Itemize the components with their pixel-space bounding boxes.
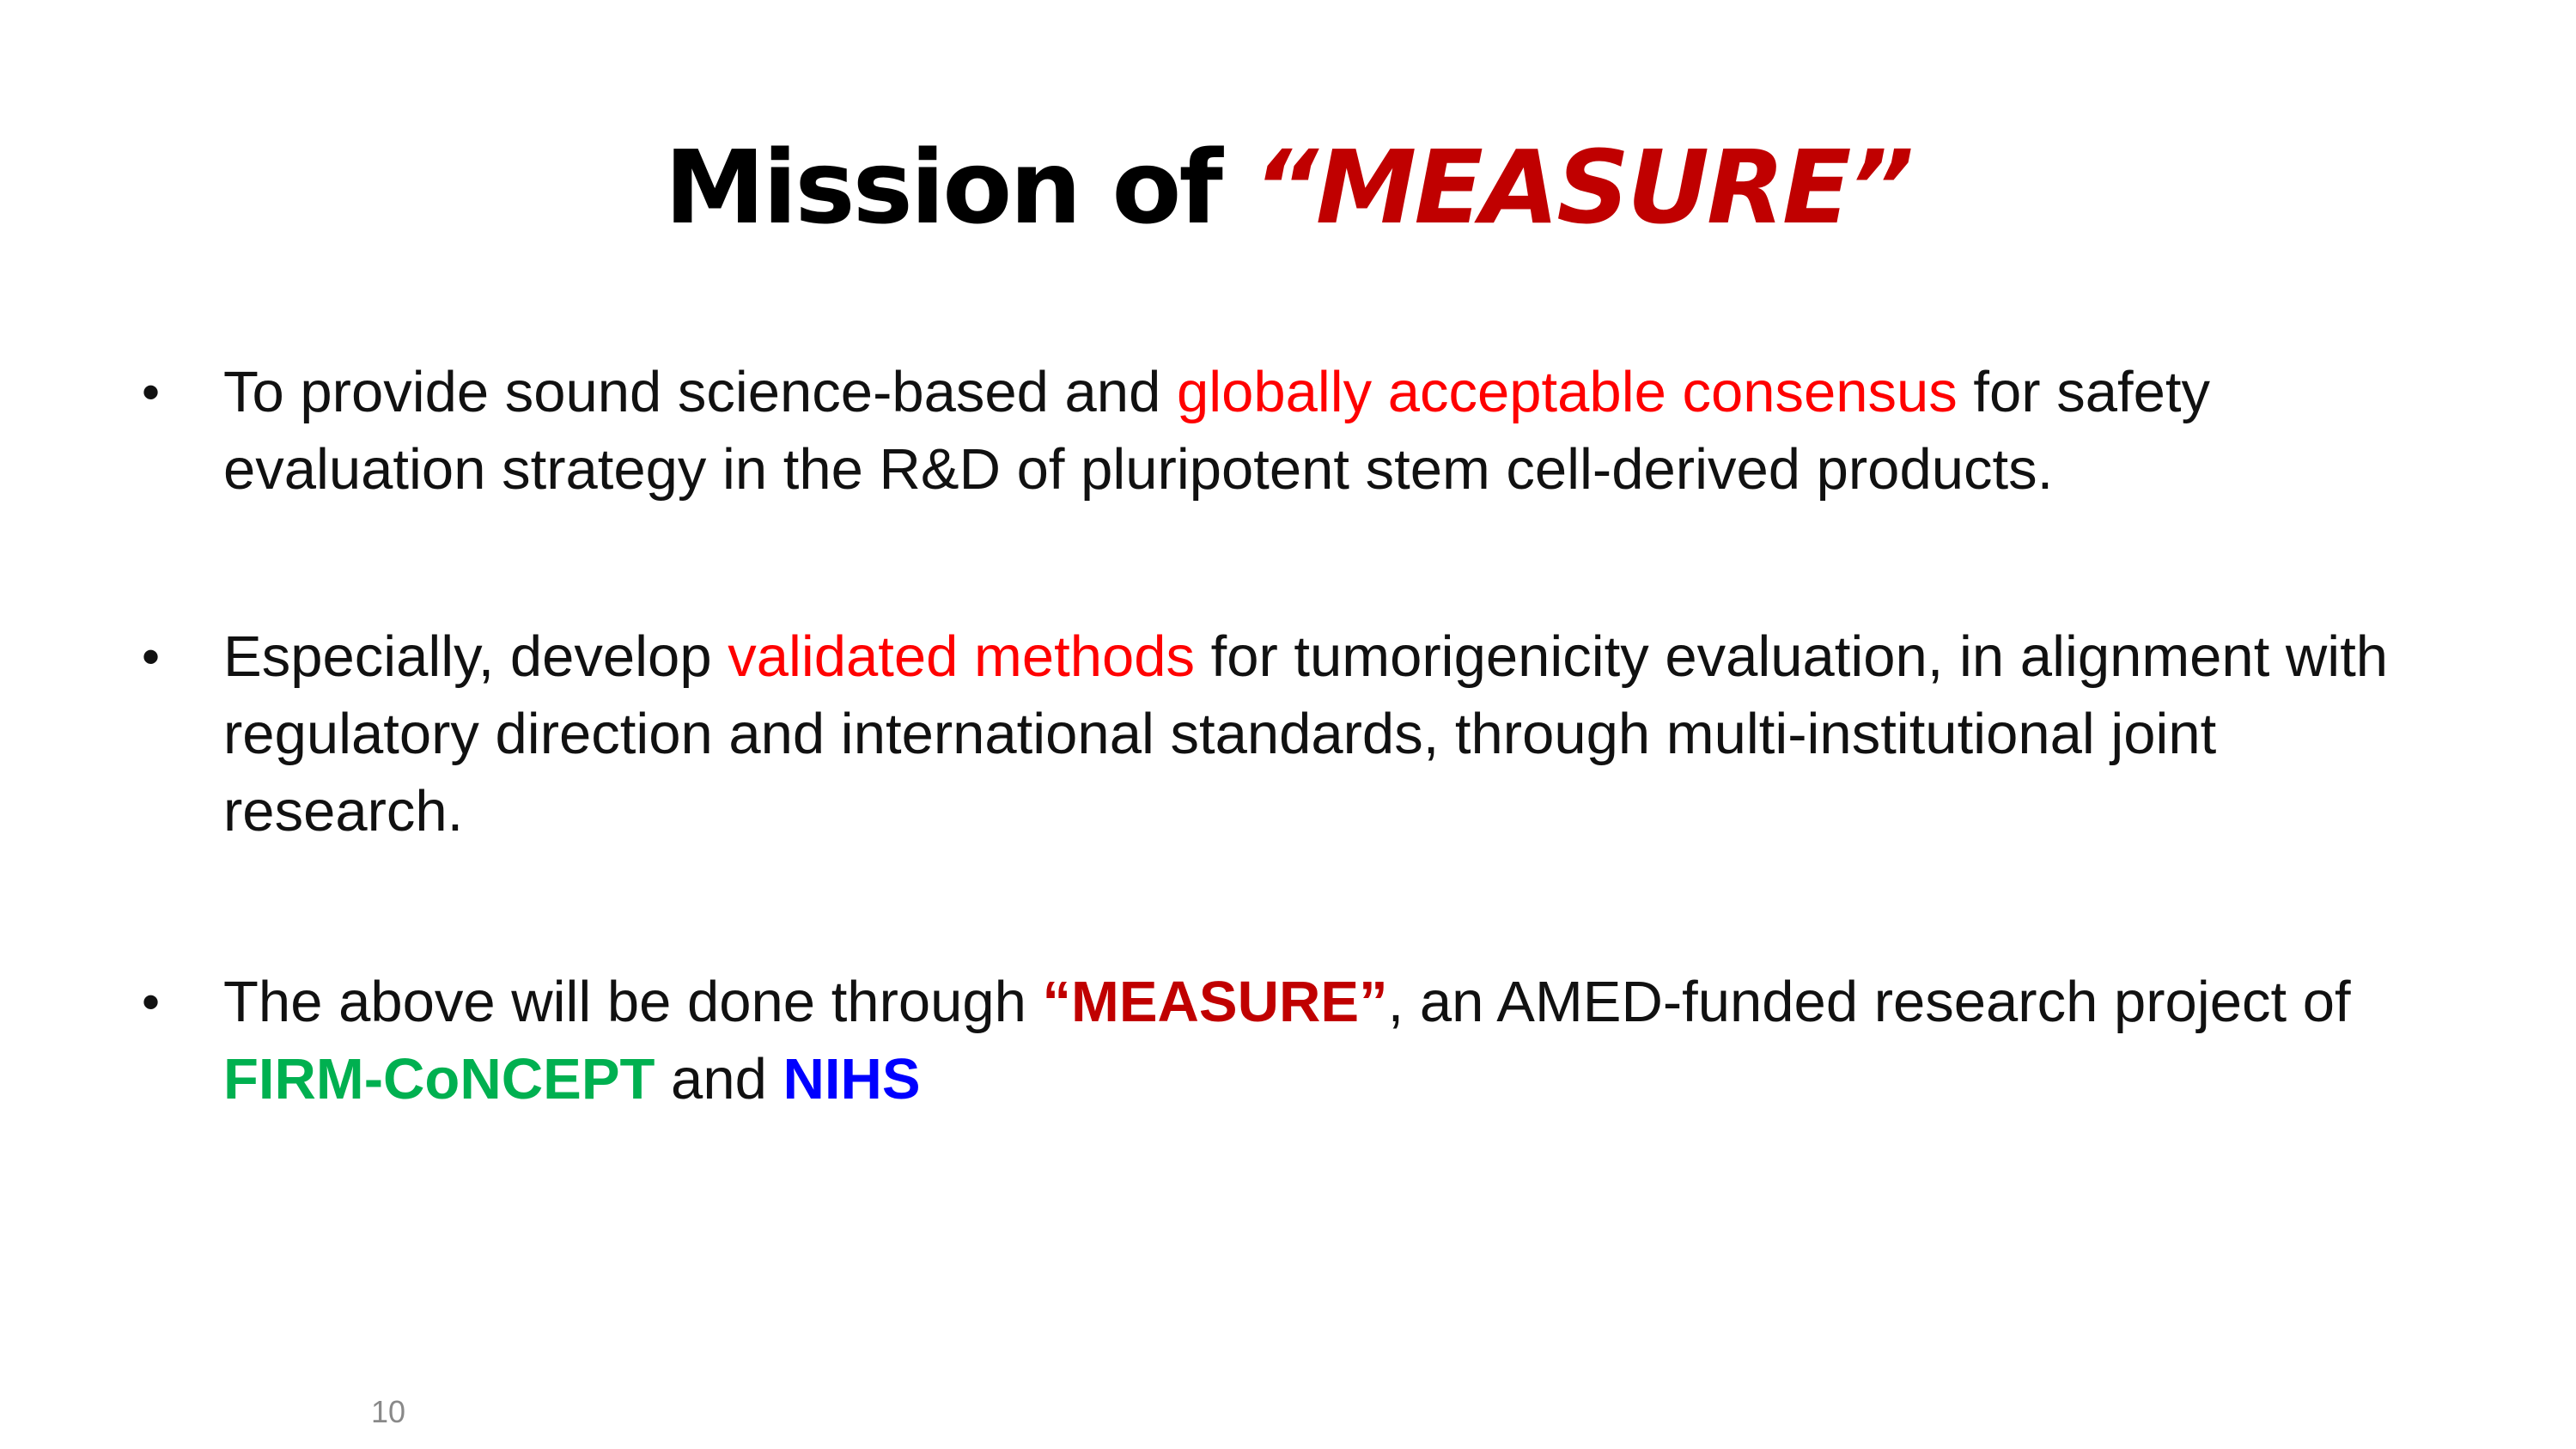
bullet-text: and xyxy=(655,1047,783,1111)
page-number: 10 xyxy=(371,1394,406,1429)
bullet-list xyxy=(142,354,2461,1118)
slide-title xyxy=(0,127,2576,247)
bullet-item xyxy=(142,354,2461,508)
bullet-icon: • xyxy=(142,363,161,421)
bullet-item xyxy=(142,964,2461,1118)
bullet-text: To provide sound science-based and xyxy=(223,360,1177,424)
title-prefix: Mission of xyxy=(664,128,1253,247)
bullet-icon: • xyxy=(142,628,161,685)
bullet-text: , an AMED-funded research project of xyxy=(1387,970,2351,1034)
firm-concept-label: FIRM-CoNCEPT xyxy=(223,1047,655,1111)
bullet-highlight: validated methods xyxy=(728,624,1195,689)
bullet-icon: • xyxy=(142,973,161,1031)
bullet-item xyxy=(142,618,2461,850)
measure-highlight: “MEASURE” xyxy=(1042,970,1388,1034)
bullet-text: The above will be done through xyxy=(223,970,1043,1034)
bullet-highlight: globally acceptable consensus xyxy=(1176,360,1958,424)
nihs-label: NIHS xyxy=(783,1047,921,1111)
title-emphasis: “MEASURE” xyxy=(1252,128,1912,247)
bullet-text: Especially, develop xyxy=(223,624,728,689)
bullet-text: for tumorigenicity evaluation, in alignment with regulatory direction and international standards, through multi-institutional joint research. xyxy=(223,624,2389,843)
bullet-text: for safety evaluation strategy in the R&D of pluripotent stem cell-derived products. xyxy=(223,360,2210,502)
